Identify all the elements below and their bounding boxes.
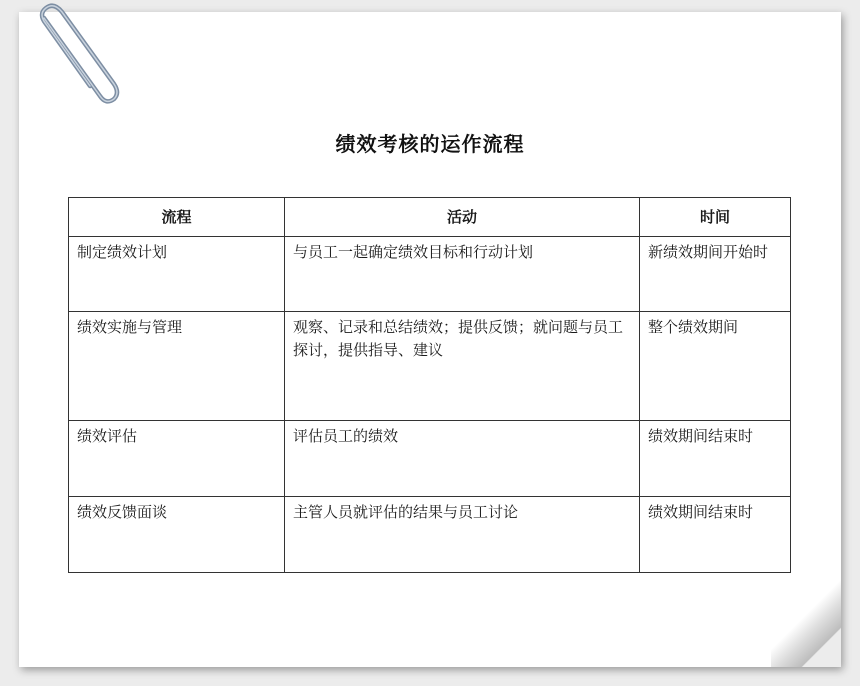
header-time: 时间: [640, 198, 791, 237]
process-table: [68, 197, 791, 573]
cell-activity: 评估员工的绩效: [285, 421, 640, 497]
cell-time: 整个绩效期间: [640, 312, 791, 421]
cell-activity: 观察、记录和总结绩效；提供反馈；就问题与员工探讨，提供指导、建议: [285, 312, 640, 421]
cell-activity: 主管人员就评估的结果与员工讨论: [285, 497, 640, 573]
table-header-row: [69, 198, 791, 237]
page-curl: [771, 577, 841, 667]
cell-process: 绩效实施与管理: [69, 312, 285, 421]
table-row: [69, 497, 791, 573]
cell-process: 绩效反馈面谈: [69, 497, 285, 573]
table-row: [69, 237, 791, 312]
cell-process: 制定绩效计划: [69, 237, 285, 312]
cell-activity: 与员工一起确定绩效目标和行动计划: [285, 237, 640, 312]
cell-time: 绩效期间结束时: [640, 421, 791, 497]
header-activity: 活动: [285, 198, 640, 237]
cell-time: 绩效期间结束时: [640, 497, 791, 573]
document-title: 绩效考核的运作流程: [335, 132, 525, 156]
cell-time: 新绩效期间开始时: [640, 237, 791, 312]
header-process: 流程: [69, 198, 285, 237]
cell-process: 绩效评估: [69, 421, 285, 497]
paperclip-icon: [30, 0, 120, 110]
table-row: [69, 421, 791, 497]
table-row: [69, 312, 791, 421]
